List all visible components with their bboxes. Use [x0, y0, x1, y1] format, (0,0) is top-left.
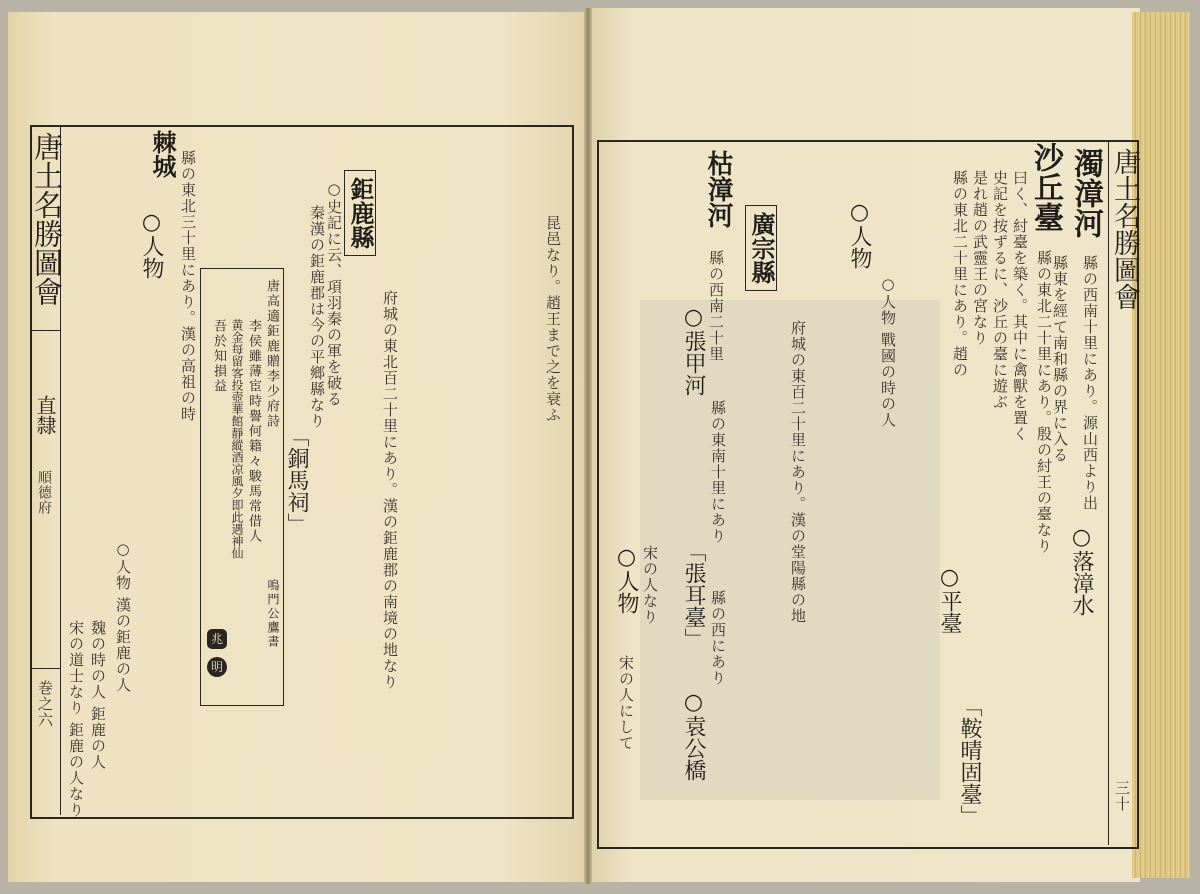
body-column: 縣の西にあり — [709, 590, 727, 686]
body-column: 宋の人にして — [617, 655, 635, 751]
guangzong-county-heading: 廣宗縣 — [745, 205, 777, 291]
zhuozhang-river-heading: 濁漳河 — [1068, 148, 1103, 238]
header-divider — [30, 668, 60, 669]
body-column: 是れ趙の武靈王の宮なり — [971, 170, 989, 346]
body-column: ○人物 戰國の時の人 — [879, 275, 897, 428]
page-number: 三十 — [1113, 780, 1131, 812]
calligrapher-signature: 鳴門公鷹書 — [266, 579, 280, 649]
poem-line: 李侯雖薄宦時譽何籍々駿馬常借人 — [246, 319, 261, 544]
people-heading: ○人物 — [614, 545, 639, 614]
body-column: 宋の道士なり 鉅鹿の人なり — [67, 620, 85, 818]
body-column: ○史記に云、項羽秦の軍を破る — [325, 180, 343, 407]
body-column: 昆邑なり。趙王まで之を衰ふ — [544, 215, 562, 423]
body-column: 縣の東南十里にあり — [709, 400, 727, 544]
book-title: 唐土名勝圖會 — [1109, 148, 1140, 310]
book-title: 唐土名勝圖會 — [30, 132, 64, 306]
body-column: 縣東を經て南和縣の界に入る — [1051, 255, 1069, 463]
body-column: 曰く、紂臺を築く。其中に禽獸を置く — [1011, 170, 1029, 442]
body-column: 縣の西南二十里 — [707, 250, 725, 362]
yuangong-bridge-heading: ○袁公橋 — [681, 690, 706, 781]
body-column: 史記を按ずるに、沙丘の臺に遊ぶ — [991, 170, 1009, 410]
prefecture-label: 順德府 — [36, 470, 52, 515]
people-heading: ○人物 — [847, 200, 872, 269]
jilu-county-heading: 鉅鹿縣 — [344, 170, 376, 256]
body-column: 府城の東百二十里にあり。漢の堂陽縣の地 — [789, 320, 807, 624]
body-column: 縣の東北二十里にあり。趙の — [951, 170, 969, 378]
poem-line: 吾於知損益 — [211, 319, 226, 394]
book-gutter — [584, 8, 592, 884]
body-column: 縣の東北二十里にあり。殷の紂王の臺なり — [1035, 250, 1053, 554]
shaqiu-terrace-heading: 沙丘臺 — [1028, 142, 1063, 232]
seal-stamp: 明 — [207, 657, 227, 677]
header-divider — [30, 330, 60, 331]
kuzhang-river-heading: 枯漳河 — [703, 150, 733, 228]
body-column: 秦漢の鉅鹿郡は今の平鄉縣なり — [308, 205, 326, 429]
zhanger-terrace-heading: 「張耳臺」 — [681, 540, 706, 650]
ping-terrace-heading: ○平臺 — [937, 565, 962, 634]
anqing-terrace-heading: 「鞍晴固臺」 — [957, 695, 982, 827]
volume-label: 巻之六 — [36, 680, 54, 728]
seal-stamp: 兆 — [207, 629, 227, 649]
zhangjia-river-heading: ○張甲河 — [681, 305, 706, 396]
province-label: 直隸 — [33, 395, 57, 435]
body-column: 魏の時の人 鉅鹿の人 — [89, 620, 107, 770]
body-column: ○人物 漢の鉅鹿の人 — [114, 540, 132, 693]
poem-box — [200, 268, 284, 706]
body-column: 縣の東北三十里にあり。漢の高祖の時 — [179, 150, 197, 422]
body-column: 府城の東北百二十里にあり。漢の鉅鹿郡の南境の地なり — [381, 290, 399, 690]
people-heading: ○人物 — [139, 210, 164, 279]
body-column: 宋の人なり — [641, 545, 659, 625]
tongma-shrine-heading: 「銅馬祠」 — [284, 425, 309, 535]
jicheng-heading: 棘城 — [148, 130, 177, 178]
luozhang-water-heading: ○落漳水 — [1069, 525, 1094, 616]
poem-title: 唐高適鉅鹿贈李少府詩 — [264, 279, 279, 429]
body-column: 縣の西南十里にあり。源山西より出 — [1081, 255, 1099, 511]
page-edges — [1132, 12, 1190, 878]
poem-line: 黄金每留客投壺華館靜縱酒凉風夕即此遇神仙 — [230, 319, 244, 559]
